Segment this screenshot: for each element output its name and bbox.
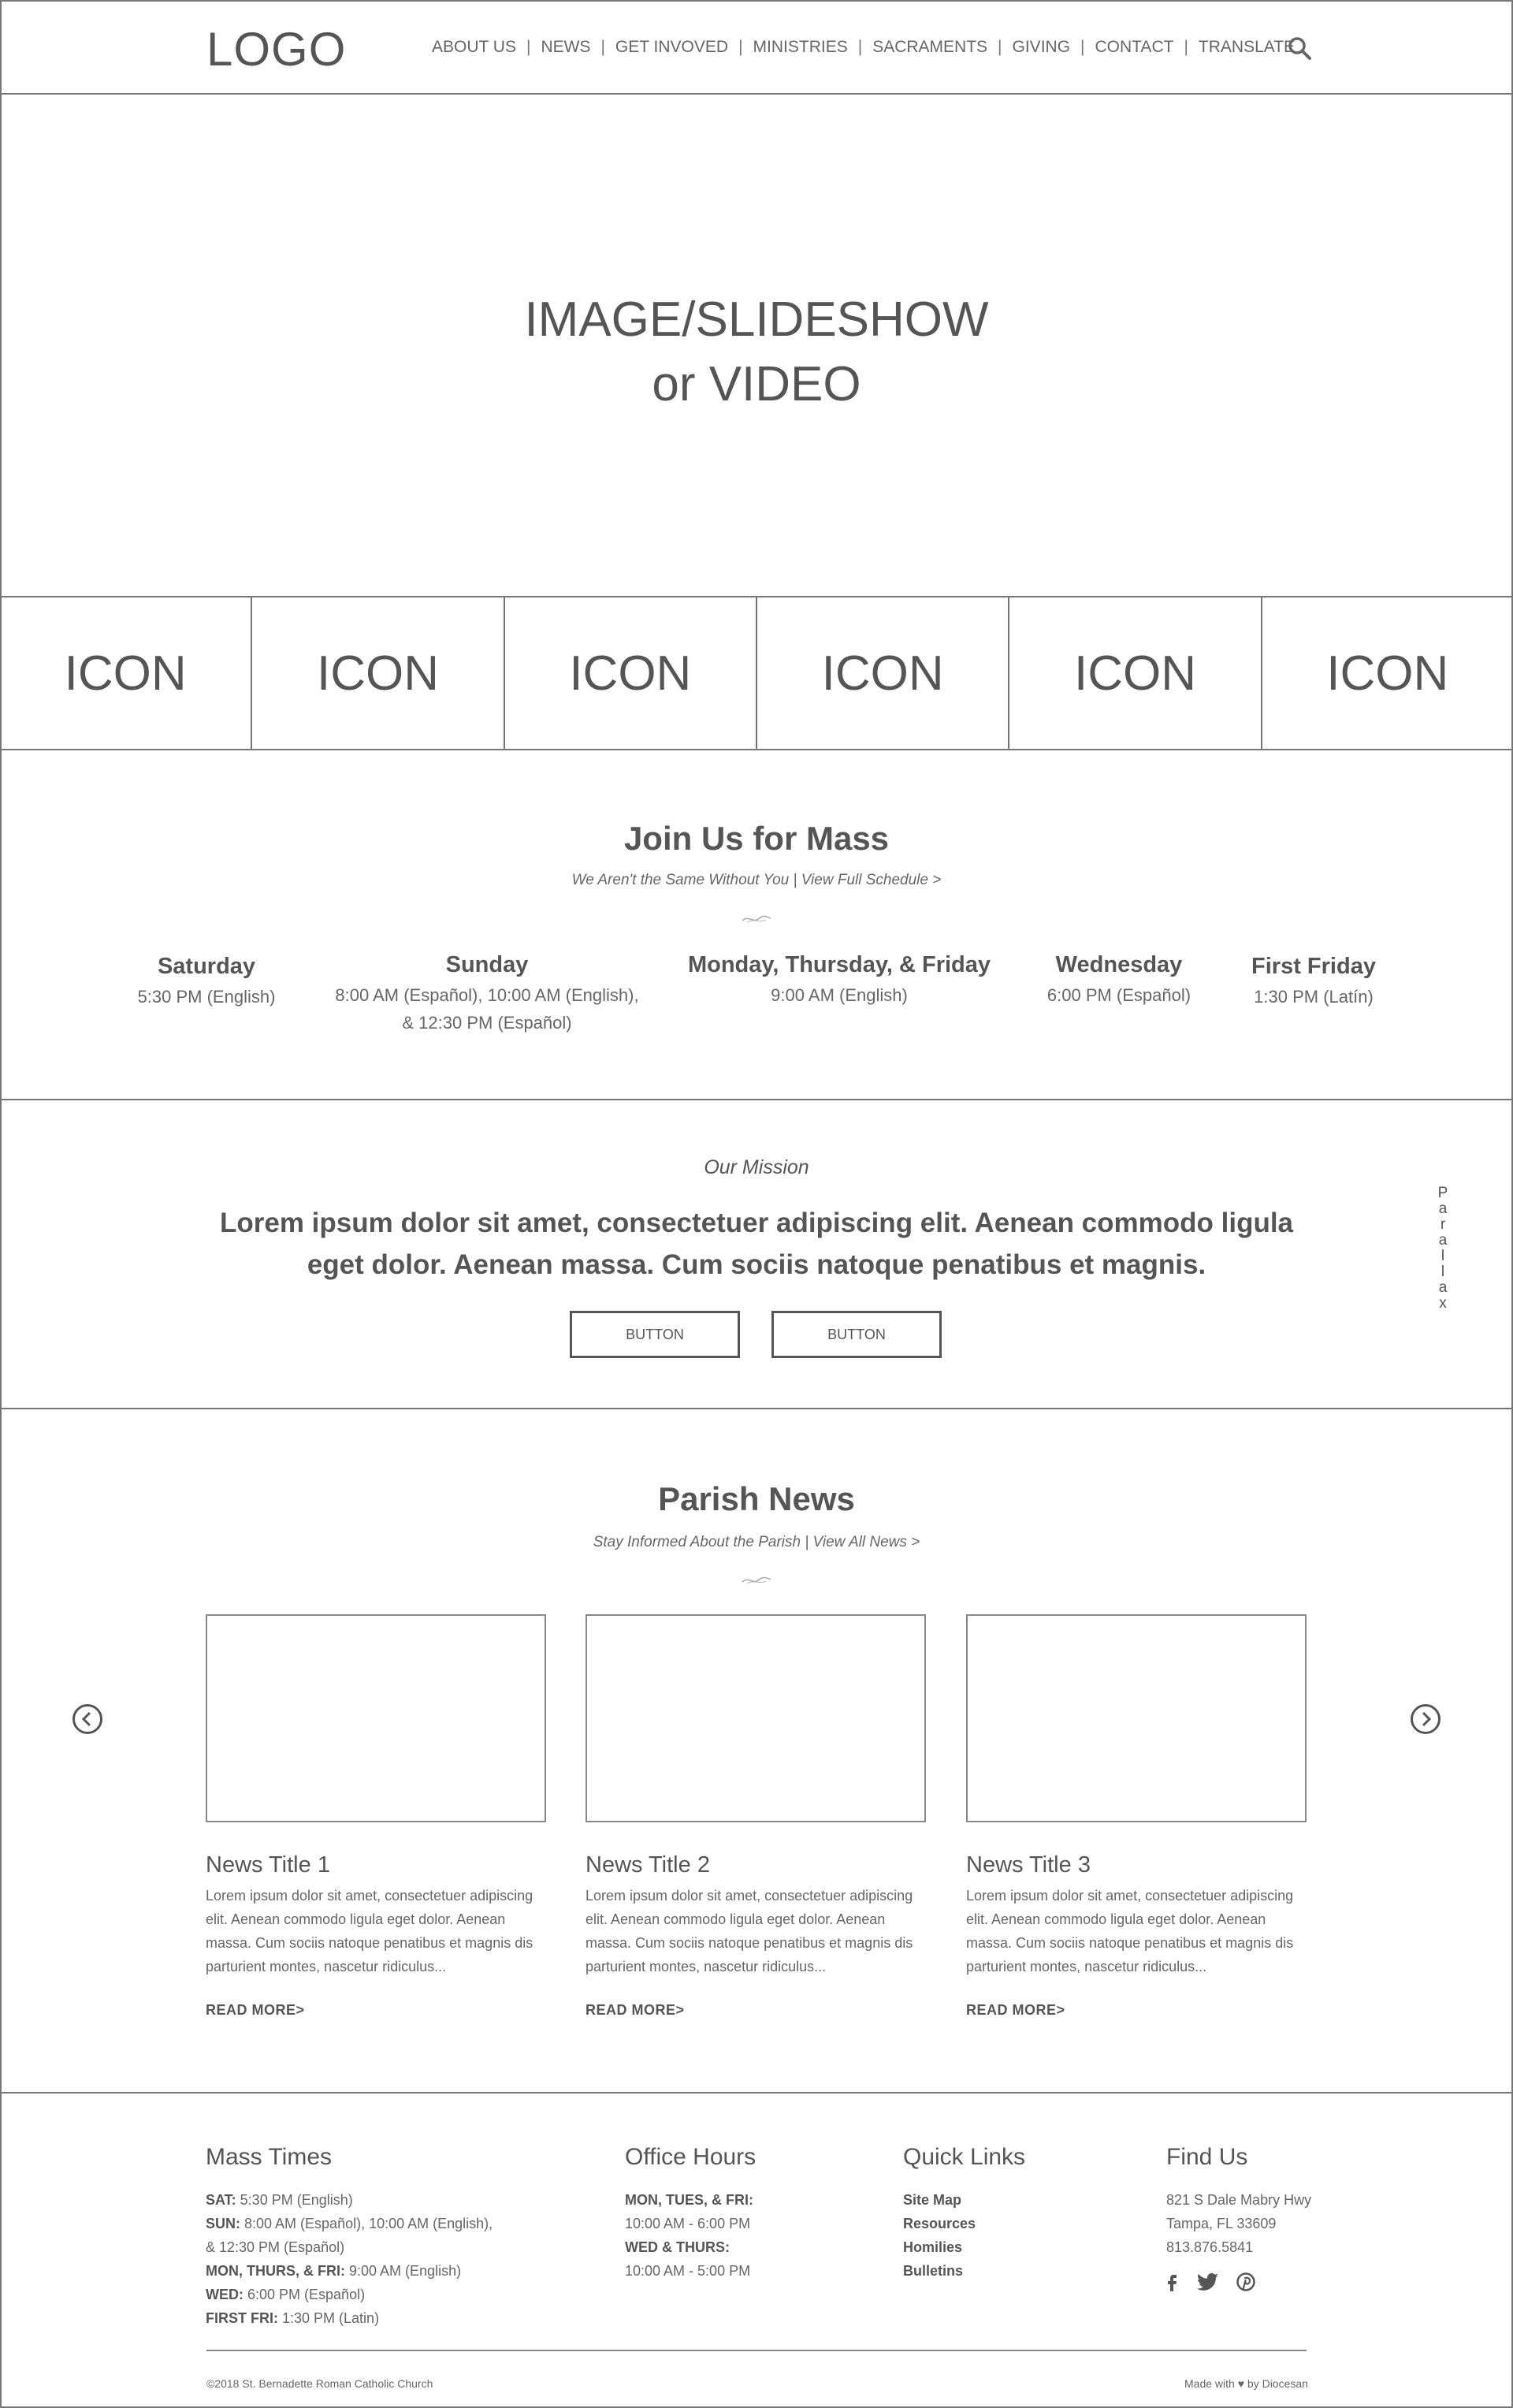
parallax-letter: l [1441, 1248, 1445, 1264]
nav-separator: | [998, 38, 1002, 56]
footer-mass-times [206, 2188, 493, 2330]
parallax-letter: r [1440, 1216, 1446, 1233]
nav-separator: | [600, 38, 605, 56]
nav-separator: | [1080, 38, 1085, 56]
flourish-icon [741, 1575, 772, 1586]
nav-news[interactable]: NEWS [541, 38, 591, 56]
news-item-body: Lorem ipsum dolor sit amet, consectetuer adipiscing elit. Aenean commodo ligula eget dolor. Aenean massa. Cum sociis natoque penatibus et magnis dis parturient montes, nascetur ridiculus... [206, 1888, 533, 1974]
address-line-2: Tampa, FL 33609 [1166, 2216, 1277, 2231]
mission-button-1[interactable]: BUTTON [570, 1311, 740, 1358]
nav-giving[interactable]: GIVING [1012, 38, 1071, 56]
news-image-placeholder[interactable] [585, 1614, 926, 1822]
parallax-letter: a [1438, 1279, 1448, 1296]
news-image-placeholder[interactable] [206, 1614, 546, 1822]
heart-icon: ♥ [1237, 2377, 1245, 2390]
footer-quick-links-title: Quick Links [903, 2144, 1026, 2170]
footer-line: MON, TUES, & FRI: [625, 2192, 753, 2208]
nav-separator: | [738, 38, 743, 56]
quick-link-site-map[interactable]: Site Map [903, 2192, 962, 2208]
footer-line: WED & THURS: [625, 2239, 730, 2255]
icon-row [0, 596, 1513, 750]
mass-title: Join Us for Mass [623, 820, 890, 857]
footer-find-us [1166, 2188, 1311, 2259]
footer-divider [0, 2092, 1513, 2094]
nav-translate[interactable]: TRANSLATE [1198, 38, 1296, 56]
footer-quick-links [903, 2188, 976, 2283]
news-title: Parish News [658, 1480, 855, 1517]
nav-sacraments[interactable]: SACRAMENTS [872, 38, 988, 56]
mass-first-friday [1219, 954, 1408, 1010]
address-line-1: 821 S Dale Mabry Hwy [1166, 2192, 1312, 2208]
footer-line: WED: 6:00 PM (Español) [206, 2287, 366, 2302]
mass-time: 1:30 PM (Latín) [1254, 987, 1374, 1007]
nav-separator: | [1184, 38, 1188, 56]
flourish-icon [741, 914, 772, 925]
footer-find-us-title: Find Us [1166, 2144, 1248, 2170]
mass-time: 9:00 AM (English) [771, 985, 908, 1005]
news-item-title[interactable]: News Title 1 [206, 1852, 330, 1878]
pinterest-icon[interactable] [1236, 2272, 1256, 2292]
mass-time: 8:00 AM (Español), 10:00 AM (English), [335, 985, 639, 1005]
main-nav [432, 38, 1295, 57]
footer-line: 10:00 AM - 5:00 PM [625, 2263, 751, 2279]
mass-saturday [112, 954, 301, 1010]
icon-tile-5[interactable]: ICON [1009, 597, 1262, 749]
copyright-text: ©2018 St. Bernadette Roman Catholic Church [206, 2377, 433, 2390]
read-more-link[interactable]: READ MORE> [966, 2002, 1065, 2018]
made-with-credit[interactable]: Made with ♥ by Diocesan [1184, 2377, 1308, 2390]
icon-tile-4[interactable]: ICON [757, 597, 1009, 749]
quick-link-resources[interactable]: Resources [903, 2216, 976, 2231]
nav-about-us[interactable]: ABOUT US [432, 38, 516, 56]
parallax-letter: x [1439, 1295, 1447, 1312]
mission-button-2[interactable]: BUTTON [771, 1311, 942, 1358]
footer-line: & 12:30 PM (Español) [206, 2239, 345, 2255]
footer-line: MON, THURS, & FRI: 9:00 AM (English) [206, 2263, 462, 2279]
facebook-icon[interactable] [1162, 2272, 1182, 2292]
footer-line: SAT: 5:30 PM (English) [206, 2192, 353, 2208]
news-item-body: Lorem ipsum dolor sit amet, consectetuer adipiscing elit. Aenean commodo ligula eget dolor. Aenean massa. Cum sociis natoque penatibus et magnis dis parturient montes, nascetur ridiculus... [966, 1888, 1294, 1974]
parallax-label [1431, 1185, 1455, 1312]
mass-time: 6:00 PM (Español) [1046, 985, 1191, 1005]
nav-separator: | [857, 38, 863, 56]
mass-sunday [329, 952, 645, 1037]
read-more-link[interactable]: READ MORE> [206, 2002, 305, 2018]
phone-number[interactable]: 813.876.5841 [1166, 2239, 1254, 2255]
news-item-body: Lorem ipsum dolor sit amet, consectetuer adipiscing elit. Aenean commodo ligula eget dolor. Aenean massa. Cum sociis natoque penatibus et magnis dis parturient montes, nascetur ridiculus... [585, 1888, 913, 1974]
footer-office-hours-title: Office Hours [625, 2144, 756, 2170]
mission-text: Lorem ipsum dolor sit amet, consectetuer adipiscing elit. Aenean commodo ligula eget dolor. Aenean massa. Cum sociis natoque penatibus et magnis. [219, 1208, 1294, 1280]
mission-label: Our Mission [704, 1156, 809, 1178]
mass-time: 5:30 PM (English) [137, 987, 276, 1007]
footer-mass-times-title: Mass Times [206, 2144, 333, 2170]
carousel-prev-icon[interactable] [72, 1703, 103, 1735]
parallax-letter: a [1438, 1232, 1448, 1249]
footer-line: FIRST FRI: 1:30 PM (Latin) [206, 2310, 380, 2326]
icon-tile-6[interactable]: ICON [1326, 646, 1449, 701]
hero-line-1: IMAGE/SLIDESHOW [524, 292, 989, 347]
mass-day: Wednesday [1055, 952, 1183, 977]
mass-wednesday [1024, 952, 1214, 1009]
news-image-placeholder[interactable] [966, 1614, 1307, 1822]
news-item-title[interactable]: News Title 3 [966, 1852, 1091, 1878]
search-icon[interactable] [1286, 35, 1313, 61]
news-subtitle[interactable]: Stay Informed About the Parish | View All News > [593, 1534, 920, 1550]
parallax-letter: P [1437, 1185, 1448, 1201]
hero-slideshow[interactable] [0, 95, 1513, 597]
footer-office-hours [625, 2188, 753, 2283]
nav-contact[interactable]: CONTACT [1095, 38, 1174, 56]
nav-ministries[interactable]: MINISTRIES [753, 38, 848, 56]
twitter-icon[interactable] [1195, 2272, 1219, 2292]
footer-bottom-divider [206, 2350, 1307, 2351]
mass-subtitle[interactable]: We Aren't the Same Without You | View Full Schedule > [571, 872, 942, 888]
mass-day: Saturday [157, 954, 256, 979]
mass-day: Sunday [445, 952, 529, 977]
icon-tile-3[interactable]: ICON [505, 597, 757, 749]
mass-weekdays [686, 952, 993, 1009]
mass-day: Monday, Thursday, & Friday [687, 952, 991, 977]
nav-separator: | [526, 38, 531, 56]
logo[interactable]: LOGO [206, 23, 347, 76]
news-item-title[interactable]: News Title 2 [585, 1852, 710, 1878]
quick-link-homilies[interactable]: Homilies [903, 2239, 963, 2255]
mass-time: & 12:30 PM (Español) [402, 1013, 572, 1033]
read-more-link[interactable]: READ MORE> [585, 2002, 685, 2018]
hero-line-2: or VIDEO [652, 357, 861, 411]
footer-line: SUN: 8:00 AM (Español), 10:00 AM (English), [206, 2216, 493, 2231]
icon-tile-2[interactable]: ICON [252, 597, 504, 749]
icon-tile-1[interactable]: ICON [0, 597, 252, 749]
mass-day: First Friday [1251, 954, 1376, 979]
quick-link-bulletins[interactable]: Bulletins [903, 2263, 964, 2279]
carousel-next-icon[interactable] [1410, 1703, 1441, 1735]
parallax-letter: a [1438, 1200, 1448, 1217]
parallax-letter: l [1441, 1264, 1445, 1280]
footer-line: 10:00 AM - 6:00 PM [625, 2216, 751, 2231]
nav-get-involved[interactable]: GET INVOVED [615, 38, 729, 56]
